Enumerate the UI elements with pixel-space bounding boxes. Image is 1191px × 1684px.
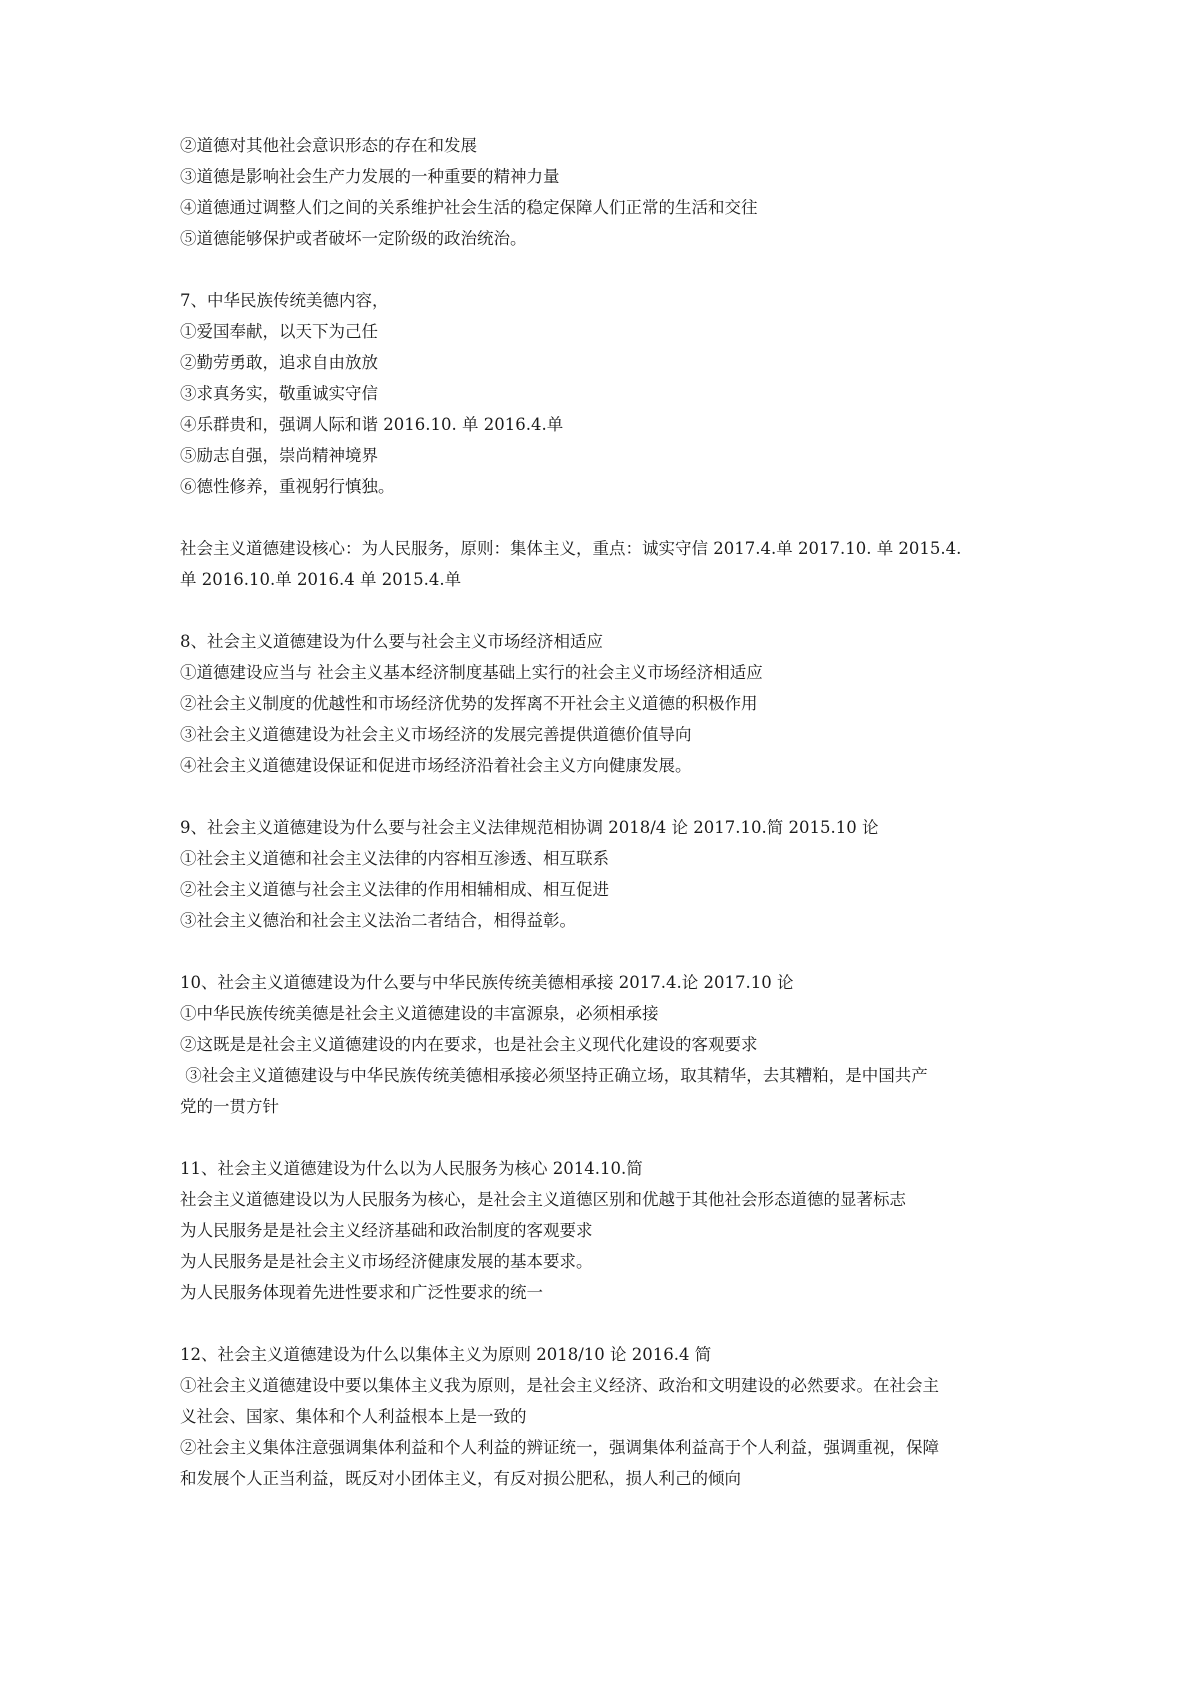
section-heading: 11、社会主义道德建设为什么以为人民服务为核心 2014.10.简 (180, 1159, 643, 1178)
text-line: ①社会主义道德建设中要以集体主义我为原则，是社会主义经济、政治和文明建设的必然要求。在社会主 (180, 1376, 939, 1395)
paragraph-gap (180, 781, 1040, 812)
section-heading: 10、社会主义道德建设为什么要与中华民族传统美德相承接 2017.4.论 2017.10 论 (180, 973, 794, 992)
paragraph-gap (180, 936, 1040, 967)
text-line: ②社会主义制度的优越性和市场经济优势的发挥离不开社会主义道德的积极作用 (180, 694, 758, 713)
text-line: 为人民服务体现着先进性要求和广泛性要求的统一 (180, 1283, 543, 1302)
block-section-12 (180, 1339, 1040, 1494)
section-heading: 9、社会主义道德建设为什么要与社会主义法律规范相协调 2018/4 论 2017.10.简 2015.10 论 (180, 818, 879, 837)
text-line: ②社会主义集体注意强调集体利益和个人利益的辨证统一，强调集体利益高于个人利益，强调重视，保障 (180, 1438, 939, 1457)
text-line: ④社会主义道德建设保证和促进市场经济沿着社会主义方向健康发展。 (180, 756, 692, 775)
section-heading: 8、社会主义道德建设为什么要与社会主义市场经济相适应 (180, 632, 603, 651)
paragraph-gap (180, 595, 1040, 626)
text-line: ④道德通过调整人们之间的关系维护社会生活的稳定保障人们正常的生活和交往 (180, 198, 758, 217)
block-moral-functions (180, 130, 1040, 254)
text-line: ④乐群贵和，强调人际和谐 2016.10. 单 2016.4.单 (180, 415, 564, 434)
text-line: ③社会主义道德建设与中华民族传统美德相承接必须坚持正确立场，取其精华，去其糟粕，是中国共产 (180, 1066, 928, 1085)
text-line: ①中华民族传统美德是社会主义道德建设的丰富源泉，必须相承接 (180, 1004, 659, 1023)
text-line: 社会主义道德建设以为人民服务为核心，是社会主义道德区别和优越于其他社会形态道德的显著标志 (180, 1190, 906, 1209)
text-line: ③社会主义德治和社会主义法治二者结合，相得益彰。 (180, 911, 576, 930)
block-core-principle (180, 533, 1040, 595)
paragraph-gap (180, 502, 1040, 533)
block-section-9 (180, 812, 1040, 936)
block-section-11 (180, 1153, 1040, 1308)
text-line: 单 2016.10.单 2016.4 单 2015.4.单 (180, 570, 462, 589)
section-heading: 7、中华民族传统美德内容， (180, 291, 389, 310)
block-section-10 (180, 967, 1040, 1122)
text-line: ⑤励志自强，崇尚精神境界 (180, 446, 378, 465)
text-line: ⑤道德能够保护或者破坏一定阶级的政治统治。 (180, 229, 527, 248)
text-line: ③道德是影响社会生产力发展的一种重要的精神力量 (180, 167, 560, 186)
text-line: ②这既是是社会主义道德建设的内在要求，也是社会主义现代化建设的客观要求 (180, 1035, 758, 1054)
text-line: 党的一贯方针 (180, 1097, 279, 1116)
text-line: 社会主义道德建设核心：为人民服务，原则：集体主义，重点：诚实守信 2017.4.单 2017.10. 单 2015.4. (180, 539, 962, 558)
paragraph-gap (180, 1308, 1040, 1339)
document-page (180, 130, 1040, 1494)
paragraph-gap (180, 1122, 1040, 1153)
paragraph-gap (180, 254, 1040, 285)
text-line: ③社会主义道德建设为社会主义市场经济的发展完善提供道德价值导向 (180, 725, 692, 744)
text-line: ①爱国奉献，以天下为己任 (180, 322, 378, 341)
text-line: ①社会主义道德和社会主义法律的内容相互渗透、相互联系 (180, 849, 609, 868)
section-heading: 12、社会主义道德建设为什么以集体主义为原则 2018/10 论 2016.4 简 (180, 1345, 712, 1364)
text-line: ③求真务实，敬重诚实守信 (180, 384, 378, 403)
text-line: ②道德对其他社会意识形态的存在和发展 (180, 136, 477, 155)
text-line: 义社会、国家、集体和个人利益根本上是一致的 (180, 1407, 527, 1426)
text-line: ⑥德性修养，重视躬行慎独。 (180, 477, 395, 496)
text-line: ①道德建设应当与 社会主义基本经济制度基础上实行的社会主义市场经济相适应 (180, 663, 763, 682)
text-line: 为人民服务是是社会主义经济基础和政治制度的客观要求 (180, 1221, 593, 1240)
text-line: ②勤劳勇敢，追求自由放放 (180, 353, 378, 372)
block-section-7 (180, 285, 1040, 502)
text-line: ②社会主义道德与社会主义法律的作用相辅相成、相互促进 (180, 880, 609, 899)
block-section-8 (180, 626, 1040, 781)
text-line: 和发展个人正当利益，既反对小团体主义，有反对损公肥私，损人利己的倾向 (180, 1469, 741, 1488)
text-line: 为人民服务是是社会主义市场经济健康发展的基本要求。 (180, 1252, 593, 1271)
